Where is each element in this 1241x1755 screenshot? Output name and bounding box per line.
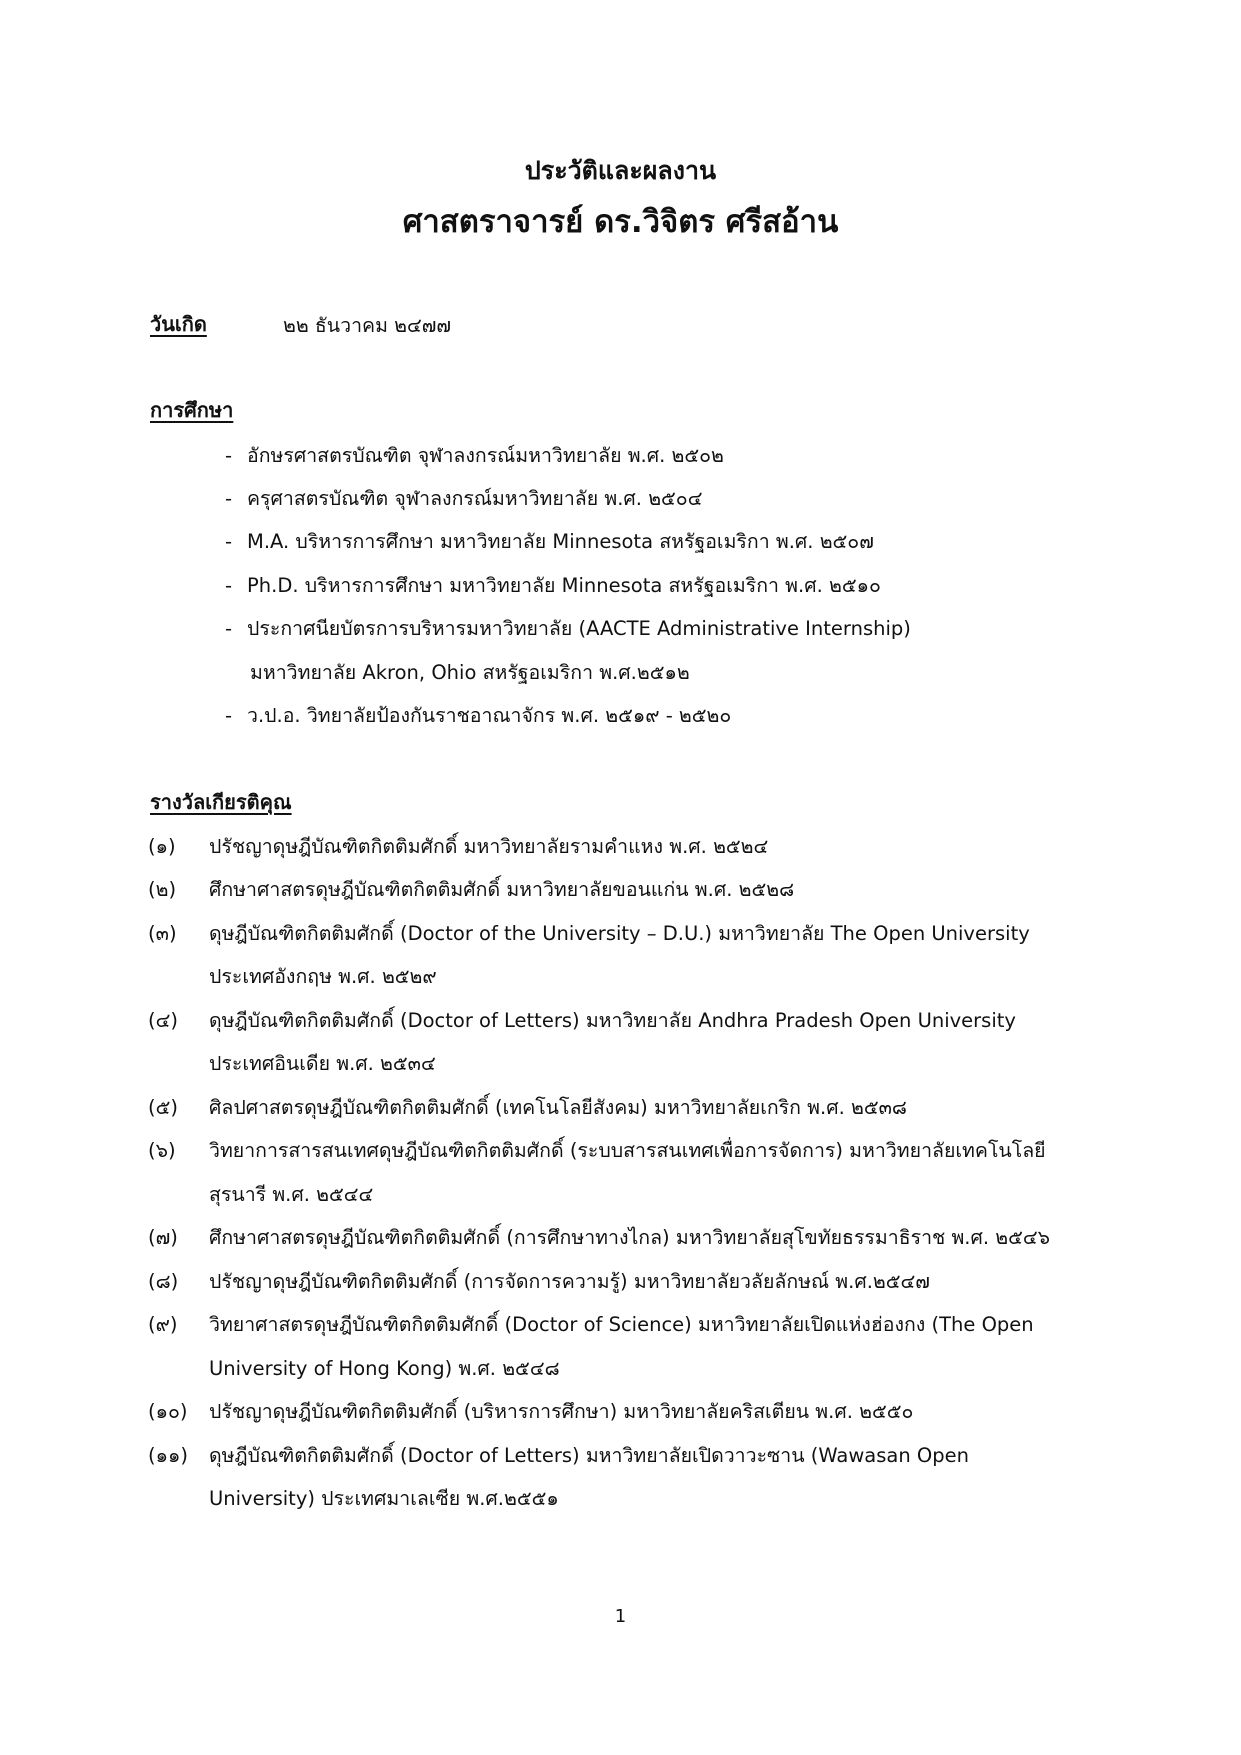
- award-text: ศึกษาศาสตรดุษฎีบัณฑิตกิตติมศักดิ์ มหาวิทยาลัยขอนแก่น พ.ศ. ๒๕๒๘: [209, 878, 795, 901]
- award-number: (๖): [148, 1139, 176, 1162]
- award-text: ดุษฎีบัณฑิตกิตติมศักดิ์ (Doctor of Letters) มหาวิทยาลัยเปิดวาวะซาน (Wawasan Open: [209, 1444, 970, 1467]
- education-text: M.A. บริหารการศึกษา มหาวิทยาลัย Minnesota สหรัฐอเมริกา พ.ศ. ๒๕๐๗: [247, 530, 874, 553]
- birth-label: วันเกิด: [150, 312, 207, 336]
- award-text: ศิลปศาสตรดุษฎีบัณฑิตกิตติมศักดิ์ (เทคโนโลยีสังคม) มหาวิทยาลัยเกริก พ.ศ. ๒๕๓๘: [209, 1096, 907, 1119]
- bullet-dash: -: [225, 574, 233, 597]
- award-number: (๔): [148, 1009, 178, 1032]
- education-text: ครุศาสตรบัณฑิต จุฬาลงกรณ์มหาวิทยาลัย พ.ศ. ๒๕๐๔: [247, 487, 703, 510]
- education-text: อักษรศาสตรบัณฑิต จุฬาลงกรณ์มหาวิทยาลัย พ.ศ. ๒๕๐๒: [247, 444, 724, 467]
- bullet-dash: -: [225, 487, 233, 510]
- award-number: (๗): [148, 1226, 178, 1249]
- awards-heading: รางวัลเกียรติคุณ: [150, 790, 292, 814]
- award-number: (๒): [148, 878, 177, 901]
- award-text: ปรัชญาดุษฎีบัณฑิตกิตติมศักดิ์ (การจัดการความรู้) มหาวิทยาลัยวลัยลักษณ์ พ.ศ.๒๕๔๗: [209, 1270, 930, 1293]
- award-text: ปรัชญาดุษฎีบัณฑิตกิตติมศักดิ์ (บริหารการศึกษา) มหาวิทยาลัยคริสเตียน พ.ศ. ๒๕๕๐: [209, 1400, 914, 1423]
- award-number: (๓): [148, 922, 177, 945]
- award-text-continuation: ประเทศอังกฤษ พ.ศ. ๒๕๒๙: [209, 965, 437, 988]
- award-text-continuation: University) ประเทศมาเลเซีย พ.ศ.๒๕๕๑: [209, 1487, 559, 1510]
- award-number: (๑๑): [148, 1444, 188, 1467]
- award-text: ศึกษาศาสตรดุษฎีบัณฑิตกิตติมศักดิ์ (การศึกษาทางไกล) มหาวิทยาลัยสุโขทัยธรรมาธิราช พ.ศ. ๒๕๔๖: [209, 1226, 1051, 1249]
- award-number: (๑๐): [148, 1400, 188, 1423]
- award-text: วิทยาการสารสนเทศดุษฎีบัณฑิตกิตติมศักดิ์ (ระบบสารสนเทศเพื่อการจัดการ) มหาวิทยาลัยเทคโนโลยี: [209, 1139, 1046, 1162]
- education-heading: การศึกษา: [150, 398, 234, 422]
- award-text: ดุษฎีบัณฑิตกิตติมศักดิ์ (Doctor of Letters) มหาวิทยาลัย Andhra Pradesh Open University: [209, 1009, 1016, 1032]
- education-text: Ph.D. บริหารการศึกษา มหาวิทยาลัย Minnesota สหรัฐอเมริกา พ.ศ. ๒๕๑๐: [247, 574, 881, 597]
- award-number: (๑): [148, 835, 176, 858]
- education-text: ประกาศนียบัตรการบริหารมหาวิทยาลัย (AACTE Administrative Internship): [247, 617, 911, 640]
- award-number: (๘): [148, 1270, 179, 1293]
- award-number: (๙): [148, 1313, 178, 1336]
- award-text: ปรัชญาดุษฎีบัณฑิตกิตติมศักดิ์ มหาวิทยาลัยรามคำแหง พ.ศ. ๒๕๒๔: [209, 835, 769, 858]
- award-number: (๕): [148, 1096, 178, 1119]
- person-name-title: ศาสตราจารย์ ดร.วิจิตร ศรีสอ้าน: [402, 204, 839, 240]
- bullet-dash: -: [225, 617, 233, 640]
- bullet-dash: -: [225, 530, 233, 553]
- award-text-continuation: University of Hong Kong) พ.ศ. ๒๕๔๘: [209, 1357, 560, 1380]
- award-text: วิทยาศาสตรดุษฎีบัณฑิตกิตติมศักดิ์ (Doctor of Science) มหาวิทยาลัยเปิดแห่งฮ่องกง (The Open: [209, 1313, 1034, 1336]
- education-text: ว.ป.อ. วิทยาลัยป้องกันราชอาณาจักร พ.ศ. ๒๕๑๙ - ๒๕๒๐: [247, 704, 732, 727]
- award-text: ดุษฎีบัณฑิตกิตติมศักดิ์ (Doctor of the University – D.U.) มหาวิทยาลัย The Open University: [209, 922, 1030, 945]
- award-text-continuation: สุรนารี พ.ศ. ๒๕๔๔: [209, 1183, 374, 1206]
- education-text-continuation: มหาวิทยาลัย Akron, Ohio สหรัฐอเมริกา พ.ศ.๒๕๑๒: [250, 661, 690, 684]
- birth-date: ๒๒ ธันวาคม ๒๔๗๗: [283, 314, 452, 337]
- bullet-dash: -: [225, 444, 233, 467]
- page-number: 1: [614, 1606, 627, 1627]
- document-title: ประวัติและผลงาน: [524, 156, 717, 185]
- bullet-dash: -: [225, 704, 233, 727]
- award-text-continuation: ประเทศอินเดีย พ.ศ. ๒๕๓๔: [209, 1052, 436, 1075]
